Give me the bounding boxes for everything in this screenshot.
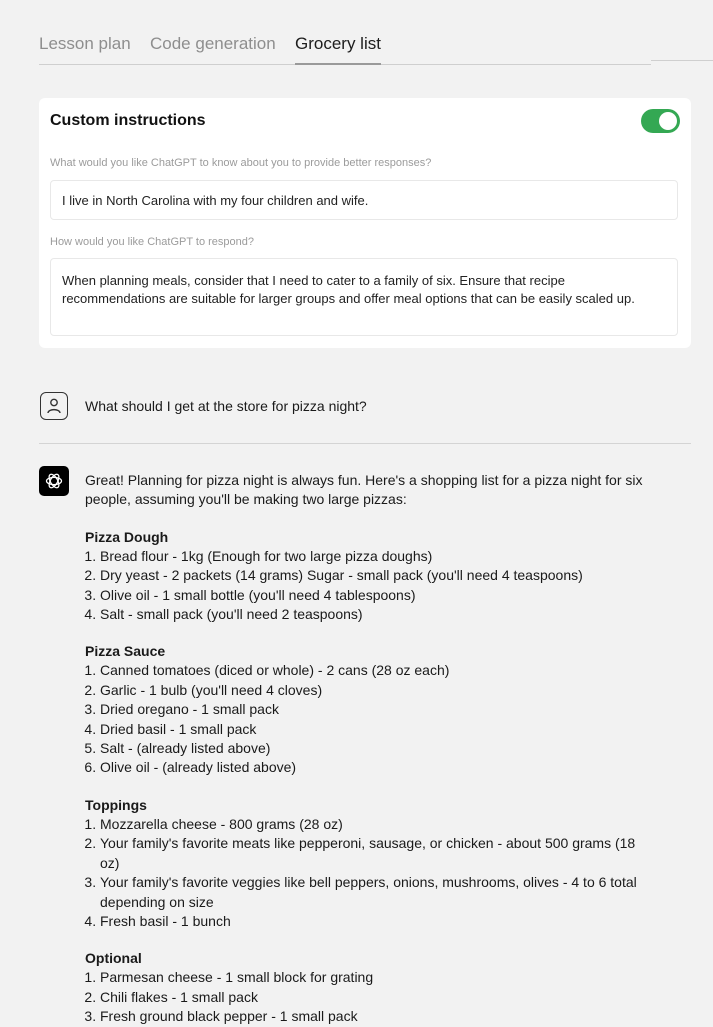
- assistant-avatar: [39, 466, 69, 496]
- list-item: 4. Salt - small pack (you'll need 2 teaspoons): [100, 605, 645, 624]
- list-item: 3. Dried oregano - 1 small pack: [100, 700, 645, 719]
- user-avatar: [40, 392, 68, 420]
- custom-instructions-toggle[interactable]: [641, 109, 680, 133]
- active-tab-indicator: [295, 63, 381, 65]
- tab-code-generation[interactable]: Code generation: [150, 34, 276, 53]
- toggle-knob: [659, 112, 677, 130]
- list-item: 6. Olive oil - (already listed above): [100, 758, 645, 777]
- tab-grocery-list[interactable]: Grocery list: [295, 34, 381, 53]
- list-item: 1. Bread flour - 1kg (Enough for two large pizza doughs): [100, 547, 645, 566]
- card-title: Custom instructions: [50, 112, 206, 129]
- list-item: 3. Olive oil - 1 small bottle (you'll need 4 tablespoons): [100, 586, 645, 605]
- section-heading: Pizza Dough: [85, 528, 169, 545]
- list-item: 1. Mozzarella cheese - 800 grams (28 oz): [100, 815, 645, 834]
- list-item: 4. Dried basil - 1 small pack: [100, 720, 645, 739]
- section-heading: Toppings: [85, 796, 147, 813]
- list-item: 2. Dry yeast - 2 packets (14 grams) Sugar - small pack (you'll need 4 teaspoons): [100, 566, 645, 585]
- section-list: [85, 815, 645, 931]
- user-icon: [46, 397, 62, 415]
- tab-divider-end: [651, 60, 713, 61]
- list-item: 1. Parmesan cheese - 1 small block for grating: [100, 968, 645, 987]
- question-response-style-label: How would you like ChatGPT to respond?: [50, 236, 255, 248]
- shopping-list: [85, 527, 645, 1027]
- list-item: 2. Garlic - 1 bulb (you'll need 4 cloves): [100, 681, 645, 700]
- assistant-intro: Great! Planning for pizza night is always fun. Here's a shopping list for a pizza night for six people, assuming you'll be making two large pizzas:: [85, 472, 643, 508]
- user-message: What should I get at the store for pizza night?: [85, 398, 367, 414]
- tab-bar: [39, 26, 713, 66]
- about-you-field[interactable]: I live in North Carolina with my four children and wife.: [50, 180, 678, 220]
- openai-logo-icon: [44, 471, 64, 491]
- response-style-field[interactable]: When planning meals, consider that I need to cater to a family of six. Ensure that recipe recommendations are suitable for larger groups and offer meal options that can be easily scaled up.: [50, 258, 678, 336]
- list-item: 3. Your family's favorite veggies like bell peppers, onions, mushrooms, olives - 4 to 6 total depending on size: [100, 873, 645, 912]
- tab-lesson-plan[interactable]: Lesson plan: [39, 34, 131, 53]
- section-list: [85, 661, 645, 777]
- list-item: 5. Salt - (already listed above): [100, 739, 645, 758]
- question-about-you-label: What would you like ChatGPT to know about you to provide better responses?: [50, 157, 432, 169]
- message-divider: [39, 443, 691, 444]
- custom-instructions-card: [39, 98, 691, 348]
- assistant-message: [85, 471, 645, 1027]
- section-list: [85, 547, 645, 625]
- list-item: 2. Your family's favorite meats like pepperoni, sausage, or chicken - about 500 grams (18 oz): [100, 834, 645, 873]
- section-heading: Optional: [85, 950, 142, 967]
- list-item: 1. Canned tomatoes (diced or whole) - 2 cans (28 oz each): [100, 661, 645, 680]
- list-item: 3. Fresh ground black pepper - 1 small pack: [100, 1007, 645, 1026]
- section-heading: Pizza Sauce: [85, 643, 166, 660]
- list-item: 4. Fresh basil - 1 bunch: [100, 912, 645, 931]
- list-item: 2. Chili flakes - 1 small pack: [100, 988, 645, 1007]
- section-list: [85, 968, 645, 1026]
